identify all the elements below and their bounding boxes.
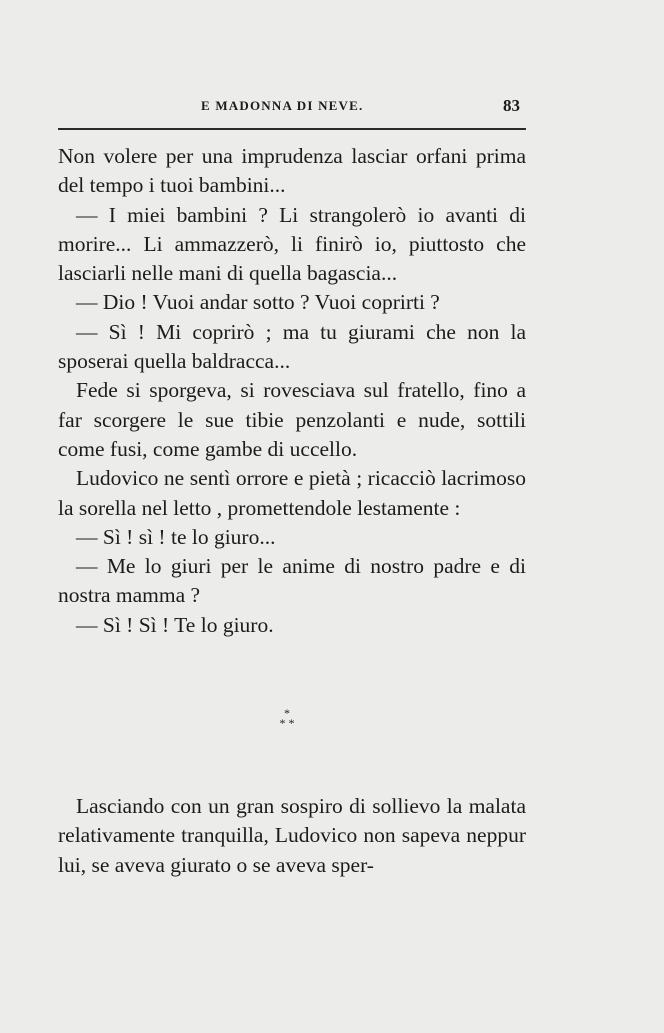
running-head [0,96,664,120]
closing-text [58,792,526,880]
paragraph-2: — I miei bambini ? Li strangolerò io avanti di morire... Li ammazzerò, li finirò io, piuttosto che lasciarli nelle mani di quella bagascia... [58,202,526,286]
paragraph-4: — Sì ! Mi coprirò ; ma tu giurami che non la sposerai quella baldracca... [58,319,526,374]
paragraph-9: — Sì ! Sì ! Te lo giuro. [76,612,274,637]
header-rule [58,128,526,130]
paragraph-5: Fede si sporgeva, si rovesciava sul fratello, fino a far scorgere le sue tibie penzolanti e nude, sottili come fusi, come gambe di uccello. [58,378,526,461]
asterism-bottom: * * [279,716,295,730]
closing-paragraph: Lasciando con un gran sospiro di sollievo la malata relativamente tranquilla, Ludovico non sapeva neppur lui, se aveva giurato o se aveva sper- [58,794,526,877]
running-head-title: E MADONNA DI NEVE. [201,98,364,113]
paragraph-1: Non volere per una imprudenza lasciar orfani prima del tempo i tuoi bambini... [58,144,526,198]
paragraph-6: Ludovico ne sentì orrore e pietà ; ricacciò lacrimoso la sorella nel letto , promettendole lestamente : [58,466,526,520]
asterism-divider [262,708,312,748]
paragraph-7: — Sì ! sì ! te lo giuro... [76,524,276,549]
body-text [58,142,526,640]
paragraph-8: — Me lo giuri per le anime di nostro padre e di nostra mamma ? [58,554,526,608]
page-number: 83 [503,96,520,115]
paragraph-3: — Dio ! Vuoi andar sotto ? Vuoi coprirti ? [76,290,440,315]
asterism-top: * [284,706,290,720]
